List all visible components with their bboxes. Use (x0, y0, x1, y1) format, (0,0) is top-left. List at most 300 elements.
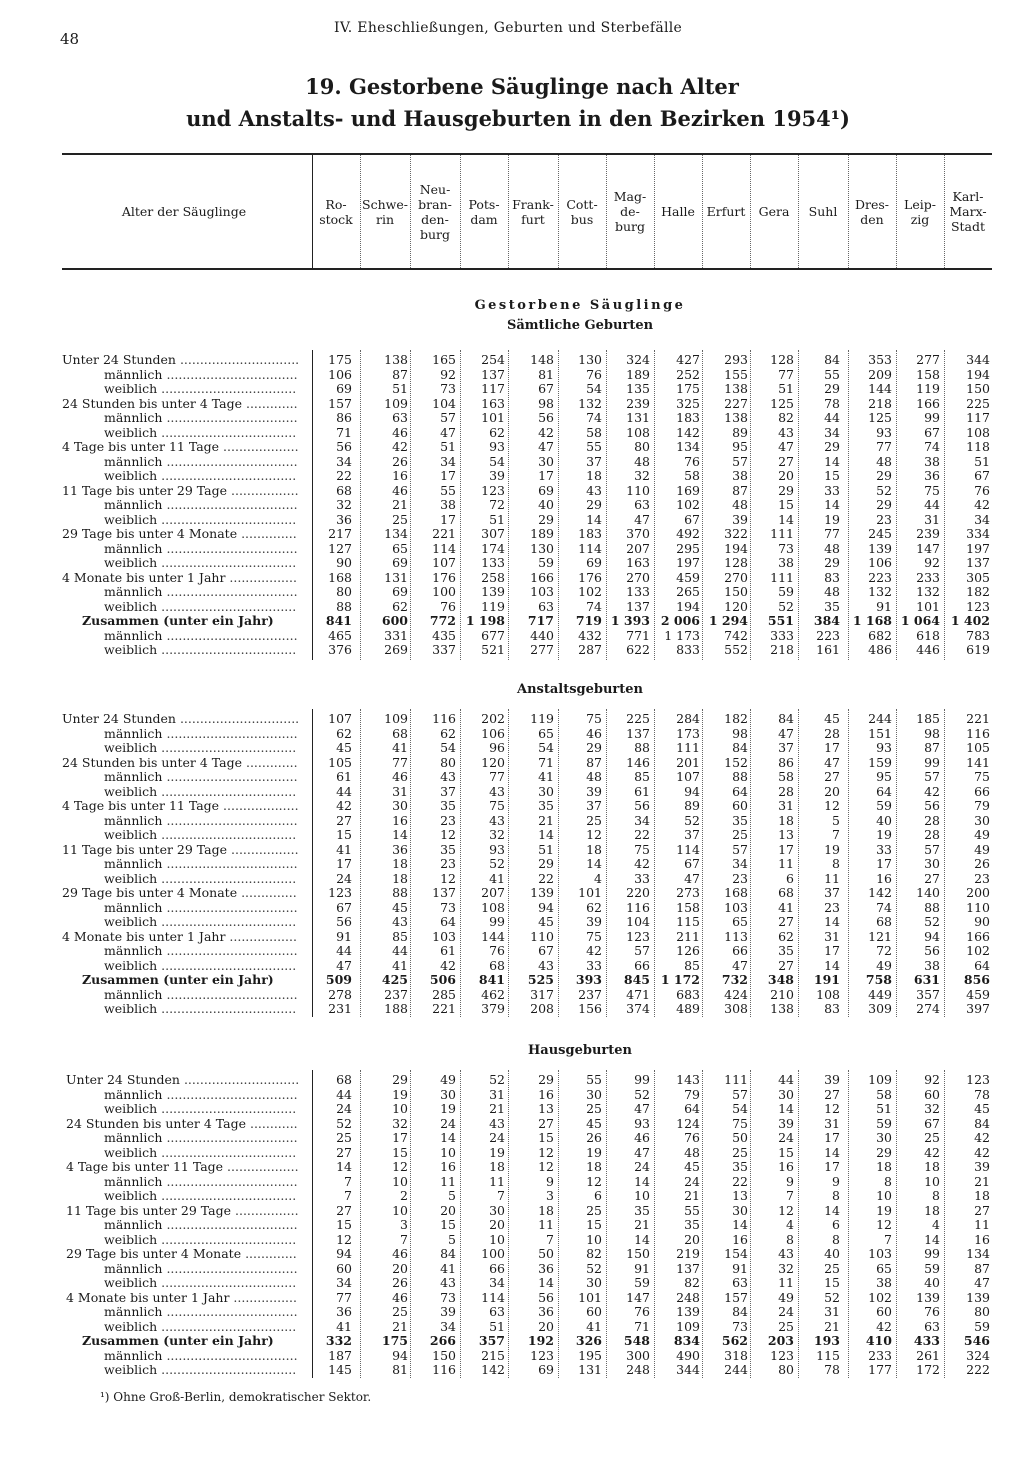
table-cell: 52 (876, 482, 892, 498)
table-cell: 43 (440, 769, 456, 784)
table-cell: 133 (481, 555, 505, 570)
table-cell: 19 (876, 827, 892, 842)
table-cell: 35 (824, 598, 840, 614)
leader-dots: ................................. (162, 453, 298, 469)
leader-dots: ................................. (162, 943, 298, 958)
leader-dots: ................................. (162, 1173, 298, 1189)
table-cell: 324 (966, 1347, 990, 1363)
table-cell: 32 (336, 497, 352, 512)
header-column-divider (360, 155, 361, 268)
column-header: Frank- furt (512, 196, 554, 227)
table-cell: 5 (448, 1188, 456, 1203)
table-cell: 489 (676, 1001, 700, 1016)
table-cell: 103 (530, 584, 554, 599)
table-cell: 12 (538, 1159, 554, 1174)
table-cell: 16 (974, 1231, 990, 1247)
table-cell: 46 (392, 1289, 408, 1305)
table-cell: 72 (489, 497, 505, 512)
table-cell: 56 (336, 914, 352, 929)
row-label-text: weiblich (104, 783, 158, 799)
table-cell: 44 (924, 497, 940, 512)
header-column-divider (750, 155, 751, 268)
table-row-label (104, 368, 298, 383)
table-cell: 4 (786, 1217, 794, 1232)
table-row-label (104, 426, 296, 441)
column-header: Karl- Marx- Stadt (949, 189, 987, 234)
table-cell: 50 (538, 1246, 554, 1261)
leader-dots: ................................. (162, 1260, 298, 1276)
table-cell: 75 (586, 711, 602, 726)
table-cell: 22 (538, 870, 554, 886)
table-cell: 189 (530, 526, 554, 541)
table-cell: 145 (328, 1362, 352, 1377)
table-cell: 218 (770, 642, 794, 657)
row-label-text: weiblich (104, 1318, 158, 1334)
table-cell: 783 (966, 627, 990, 643)
table-cell: 45 (684, 1159, 700, 1174)
table-cell: 273 (676, 885, 700, 900)
table-cell: 44 (336, 783, 352, 799)
table-cell: 43 (489, 812, 505, 828)
table-row-label (82, 614, 274, 629)
table-cell: 35 (634, 1202, 650, 1218)
table-cell: 142 (868, 885, 892, 900)
table-row-label (104, 814, 298, 829)
table-cell: 38 (440, 497, 456, 512)
table-cell: 30 (538, 783, 554, 799)
table-cell: 76 (634, 1304, 650, 1319)
row-label-text: Unter 24 Stunden (62, 711, 176, 726)
table-cell: 43 (392, 914, 408, 929)
table-cell: 293 (724, 352, 748, 367)
table-cell: 27 (824, 1086, 840, 1102)
table-row-label (104, 629, 298, 644)
table-row-label (104, 1175, 298, 1190)
table-cell: 231 (328, 1001, 352, 1016)
table-cell: 115 (816, 1347, 840, 1363)
table-cell: 99 (924, 410, 940, 425)
table-cell: 39 (489, 468, 505, 483)
table-cell: 16 (876, 870, 892, 886)
table-cell: 46 (586, 725, 602, 741)
table-cell: 18 (924, 1202, 940, 1218)
table-cell: 115 (676, 914, 700, 929)
row-label-text: männlich (104, 1130, 163, 1145)
table-cell: 85 (684, 957, 700, 973)
table-cell: 28 (824, 725, 840, 741)
table-cell: 119 (916, 381, 940, 396)
leader-dots: ................... (219, 439, 299, 454)
table-cell: 10 (924, 1173, 940, 1189)
table-cell: 24 (634, 1159, 650, 1174)
table-cell: 8 (832, 856, 840, 871)
table-cell: 15 (778, 497, 794, 512)
table-cell: 217 (328, 526, 352, 541)
table-cell: 76 (684, 1130, 700, 1145)
table-cell: 31 (778, 798, 794, 813)
table-cell: 19 (824, 841, 840, 857)
table-cell: 99 (924, 754, 940, 770)
table-cell: 7 (884, 1231, 892, 1247)
table-cell: 48 (824, 584, 840, 599)
table-row-label (62, 799, 299, 814)
table-cell: 158 (916, 366, 940, 382)
leader-dots: ................................. (162, 366, 298, 382)
table-cell: 110 (626, 482, 650, 498)
row-label-text: männlich (104, 410, 163, 425)
table-cell: 138 (724, 410, 748, 425)
table-cell: 114 (578, 540, 602, 556)
table-cell: 35 (538, 798, 554, 813)
table-cell: 166 (530, 569, 554, 585)
table-cell: 128 (770, 352, 794, 367)
table-cell: 600 (381, 613, 408, 628)
row-label-text: weiblich (104, 424, 158, 440)
table-cell: 35 (440, 841, 456, 857)
table-cell: 194 (966, 366, 990, 382)
row-label-text: 4 Monate bis unter 1 Jahr (62, 928, 226, 944)
table-cell: 58 (684, 468, 700, 483)
table-cell: 30 (392, 798, 408, 813)
table-row-label (104, 1305, 298, 1320)
table-cell: 17 (778, 841, 794, 857)
table-cell: 215 (481, 1347, 505, 1363)
table-cell: 324 (626, 352, 650, 367)
table-cell: 139 (966, 1289, 990, 1305)
table-cell: 87 (732, 482, 748, 498)
table-cell: 425 (381, 972, 408, 987)
table-cell: 43 (538, 957, 554, 973)
column-header: Erfurt (706, 204, 746, 219)
table-cell: 84 (732, 1304, 748, 1319)
table-cell: 75 (924, 482, 940, 498)
table-cell: 622 (626, 642, 650, 657)
leader-dots: ............. (242, 754, 298, 770)
table-cell: 116 (626, 899, 650, 915)
table-cell: 131 (578, 1362, 602, 1377)
table-cell: 99 (634, 1072, 650, 1087)
leader-dots: ................. (225, 569, 297, 585)
table-cell: 105 (328, 754, 352, 770)
table-cell: 506 (429, 972, 456, 987)
table-cell: 37 (586, 453, 602, 469)
table-cell: 317 (530, 986, 554, 1002)
table-cell: 222 (966, 1362, 990, 1377)
row-label-text: männlich (104, 1347, 163, 1363)
table-cell: 75 (732, 1115, 748, 1131)
table-cell: 29 (824, 555, 840, 570)
table-cell: 10 (634, 1188, 650, 1203)
table-cell: 80 (634, 439, 650, 454)
table-cell: 107 (432, 555, 456, 570)
table-cell: 266 (429, 1333, 456, 1348)
row-label-text: männlich (104, 1304, 163, 1319)
table-cell: 103 (724, 899, 748, 915)
table-cell: 248 (676, 1289, 700, 1305)
table-cell: 166 (916, 395, 940, 411)
table-cell: 548 (623, 1333, 650, 1348)
table-cell: 14 (634, 1173, 650, 1189)
table-row-label (104, 828, 296, 843)
table-cell: 173 (676, 725, 700, 741)
table-cell: 75 (489, 798, 505, 813)
table-cell: 551 (767, 613, 794, 628)
table-cell: 42 (924, 783, 940, 799)
table-cell: 111 (770, 526, 794, 541)
table-cell: 42 (876, 1318, 892, 1334)
table-cell: 177 (868, 1362, 892, 1377)
table-cell: 36 (336, 511, 352, 527)
table-cell: 109 (384, 395, 408, 411)
row-label-text: weiblich (104, 1001, 158, 1016)
table-cell: 446 (916, 642, 940, 657)
table-cell: 46 (392, 769, 408, 784)
leader-dots: ............. (242, 395, 298, 411)
leader-dots: ................. (225, 928, 297, 944)
table-cell: 30 (440, 1086, 456, 1102)
table-cell: 47 (634, 511, 650, 527)
table-row-label (104, 469, 296, 484)
table-cell: 61 (336, 769, 352, 784)
table-cell: 194 (724, 540, 748, 556)
table-cell: 244 (868, 711, 892, 726)
table-cell: 43 (586, 482, 602, 498)
table-cell: 62 (392, 598, 408, 614)
table-cell: 39 (586, 914, 602, 929)
table-cell: 67 (336, 899, 352, 915)
table-cell: 193 (813, 1333, 840, 1348)
table-cell: 57 (440, 410, 456, 425)
table-cell: 30 (974, 812, 990, 828)
table-cell: 158 (676, 899, 700, 915)
table-row-label (66, 1204, 299, 1219)
table-cell: 1 294 (708, 613, 748, 628)
table-cell: 11 (778, 856, 794, 871)
table-cell: 83 (824, 1001, 840, 1016)
table-cell: 110 (966, 899, 990, 915)
column-header: Halle (661, 204, 695, 219)
table-cell: 30 (538, 453, 554, 469)
table-cell: 105 (966, 740, 990, 755)
table-cell: 4 (594, 870, 602, 886)
table-cell: 14 (824, 1144, 840, 1160)
table-cell: 104 (432, 395, 456, 411)
table-cell: 74 (876, 899, 892, 915)
table-cell: 118 (966, 439, 990, 454)
table-cell: 278 (328, 986, 352, 1002)
table-cell: 29 (586, 497, 602, 512)
table-cell: 14 (824, 914, 840, 929)
table-cell: 11 (778, 1275, 794, 1290)
table-cell: 305 (966, 569, 990, 585)
table-cell: 57 (924, 769, 940, 784)
table-cell: 54 (732, 1101, 748, 1116)
table-cell: 248 (626, 1362, 650, 1377)
table-cell: 59 (778, 584, 794, 599)
table-cell: 87 (392, 366, 408, 382)
table-cell: 47 (732, 957, 748, 973)
table-cell: 138 (770, 1001, 794, 1016)
table-cell: 102 (676, 497, 700, 512)
table-cell: 309 (868, 1001, 892, 1016)
table-cell: 325 (676, 395, 700, 411)
table-cell: 33 (586, 957, 602, 973)
table-cell: 94 (538, 899, 554, 915)
table-cell: 138 (724, 381, 748, 396)
table-cell: 137 (626, 725, 650, 741)
table-cell: 834 (673, 1333, 700, 1348)
table-cell: 63 (489, 1304, 505, 1319)
table-cell: 26 (586, 1130, 602, 1145)
table-cell: 60 (336, 1260, 352, 1276)
table-cell: 42 (974, 1130, 990, 1145)
leader-dots: ................................. (162, 410, 298, 425)
table-cell: 101 (916, 598, 940, 614)
table-cell: 43 (440, 1275, 456, 1290)
table-cell: 51 (489, 1318, 505, 1334)
table-cell: 42 (392, 439, 408, 454)
table-row-label (66, 1247, 297, 1262)
table-cell: 52 (634, 1086, 650, 1102)
table-cell: 195 (578, 1347, 602, 1363)
table-cell: 397 (966, 1001, 990, 1016)
table-cell: 144 (868, 381, 892, 396)
table-cell: 82 (684, 1275, 700, 1290)
table-cell: 107 (328, 711, 352, 726)
table-cell: 90 (336, 555, 352, 570)
row-label-text: weiblich (104, 1275, 158, 1290)
table-cell: 38 (924, 957, 940, 973)
table-cell: 132 (916, 584, 940, 599)
leader-dots: .................................. (157, 1231, 297, 1247)
table-cell: 71 (538, 754, 554, 770)
table-cell: 3 (546, 1188, 554, 1203)
table-cell: 75 (586, 928, 602, 944)
table-cell: 37 (824, 885, 840, 900)
table-cell: 103 (432, 928, 456, 944)
table-cell: 80 (336, 584, 352, 599)
table-cell: 114 (481, 1289, 505, 1305)
table-cell: 79 (684, 1086, 700, 1102)
row-label-text: 11 Tage bis unter 29 Tage (62, 482, 228, 498)
row-label-text: männlich (104, 453, 163, 469)
table-cell: 44 (392, 943, 408, 958)
table-cell: 58 (778, 769, 794, 784)
table-cell: 27 (336, 812, 352, 828)
table-cell: 14 (824, 497, 840, 512)
table-cell: 81 (392, 1362, 408, 1377)
table-cell: 717 (527, 613, 554, 628)
table-cell: 133 (626, 584, 650, 599)
table-cell: 269 (384, 642, 408, 657)
table-cell: 7 (546, 1231, 554, 1247)
table-cell: 57 (732, 841, 748, 857)
table-cell: 44 (336, 943, 352, 958)
table-cell: 91 (876, 598, 892, 614)
leader-dots: .................................. (157, 827, 297, 842)
table-cell: 135 (626, 381, 650, 396)
table-cell: 449 (868, 986, 892, 1002)
table-cell: 85 (634, 769, 650, 784)
table-cell: 410 (865, 1333, 892, 1348)
table-cell: 11 (440, 1173, 456, 1189)
table-cell: 50 (732, 1130, 748, 1145)
table-cell: 90 (974, 914, 990, 929)
table-cell: 88 (732, 769, 748, 784)
table-cell: 15 (586, 1217, 602, 1232)
leader-dots: ................... (219, 798, 299, 813)
table-cell: 33 (876, 841, 892, 857)
table-cell: 42 (586, 943, 602, 958)
table-cell: 132 (868, 584, 892, 599)
table-cell: 16 (392, 468, 408, 483)
leader-dots: ................................. (162, 584, 298, 599)
leader-dots: ................................. (162, 1347, 298, 1363)
table-cell: 139 (916, 1289, 940, 1305)
table-cell: 370 (626, 526, 650, 541)
table-cell: 8 (832, 1231, 840, 1247)
table-cell: 39 (440, 1304, 456, 1319)
table-cell: 23 (732, 870, 748, 886)
table-cell: 84 (440, 1246, 456, 1261)
row-label-text: männlich (104, 1086, 163, 1102)
table-cell: 43 (489, 783, 505, 799)
table-cell: 274 (916, 1001, 940, 1016)
table-cell: 77 (336, 1289, 352, 1305)
table-cell: 106 (328, 366, 352, 382)
table-cell: 5 (832, 812, 840, 828)
table-cell: 125 (868, 410, 892, 425)
table-cell: 332 (325, 1333, 352, 1348)
row-label-text: weiblich (104, 740, 158, 755)
table-cell: 57 (732, 1086, 748, 1102)
table-cell: 63 (924, 1318, 940, 1334)
leader-dots: ................................. (162, 899, 298, 915)
table-cell: 46 (392, 424, 408, 440)
table-cell: 51 (489, 511, 505, 527)
table-cell: 47 (824, 754, 840, 770)
table-cell: 84 (824, 352, 840, 367)
table-cell: 1 168 (852, 613, 892, 628)
table-cell: 143 (676, 1072, 700, 1087)
table-cell: 29 (876, 1144, 892, 1160)
table-cell: 26 (392, 1275, 408, 1290)
table-title-line-1: 19. Gestorbene Säuglinge nach Alter (305, 74, 739, 99)
table-cell: 25 (392, 511, 408, 527)
table-cell: 38 (924, 453, 940, 469)
table-cell: 393 (575, 972, 602, 987)
table-cell: 37 (778, 740, 794, 755)
table-cell: 459 (676, 569, 700, 585)
table-cell: 34 (732, 856, 748, 871)
header-bottom-rule (62, 268, 992, 270)
table-cell: 123 (770, 1347, 794, 1363)
table-cell: 233 (916, 569, 940, 585)
table-cell: 67 (684, 511, 700, 527)
table-row-label (104, 1363, 296, 1378)
table-cell: 333 (770, 627, 794, 643)
table-cell: 465 (328, 627, 352, 643)
table-cell: 237 (384, 986, 408, 1002)
table-cell: 84 (732, 740, 748, 755)
table-row-label (62, 440, 299, 455)
table-cell: 36 (392, 841, 408, 857)
table-cell: 16 (392, 812, 408, 828)
table-cell: 183 (578, 526, 602, 541)
table-cell: 459 (966, 986, 990, 1002)
table-cell: 27 (824, 769, 840, 784)
table-cell: 209 (868, 366, 892, 382)
